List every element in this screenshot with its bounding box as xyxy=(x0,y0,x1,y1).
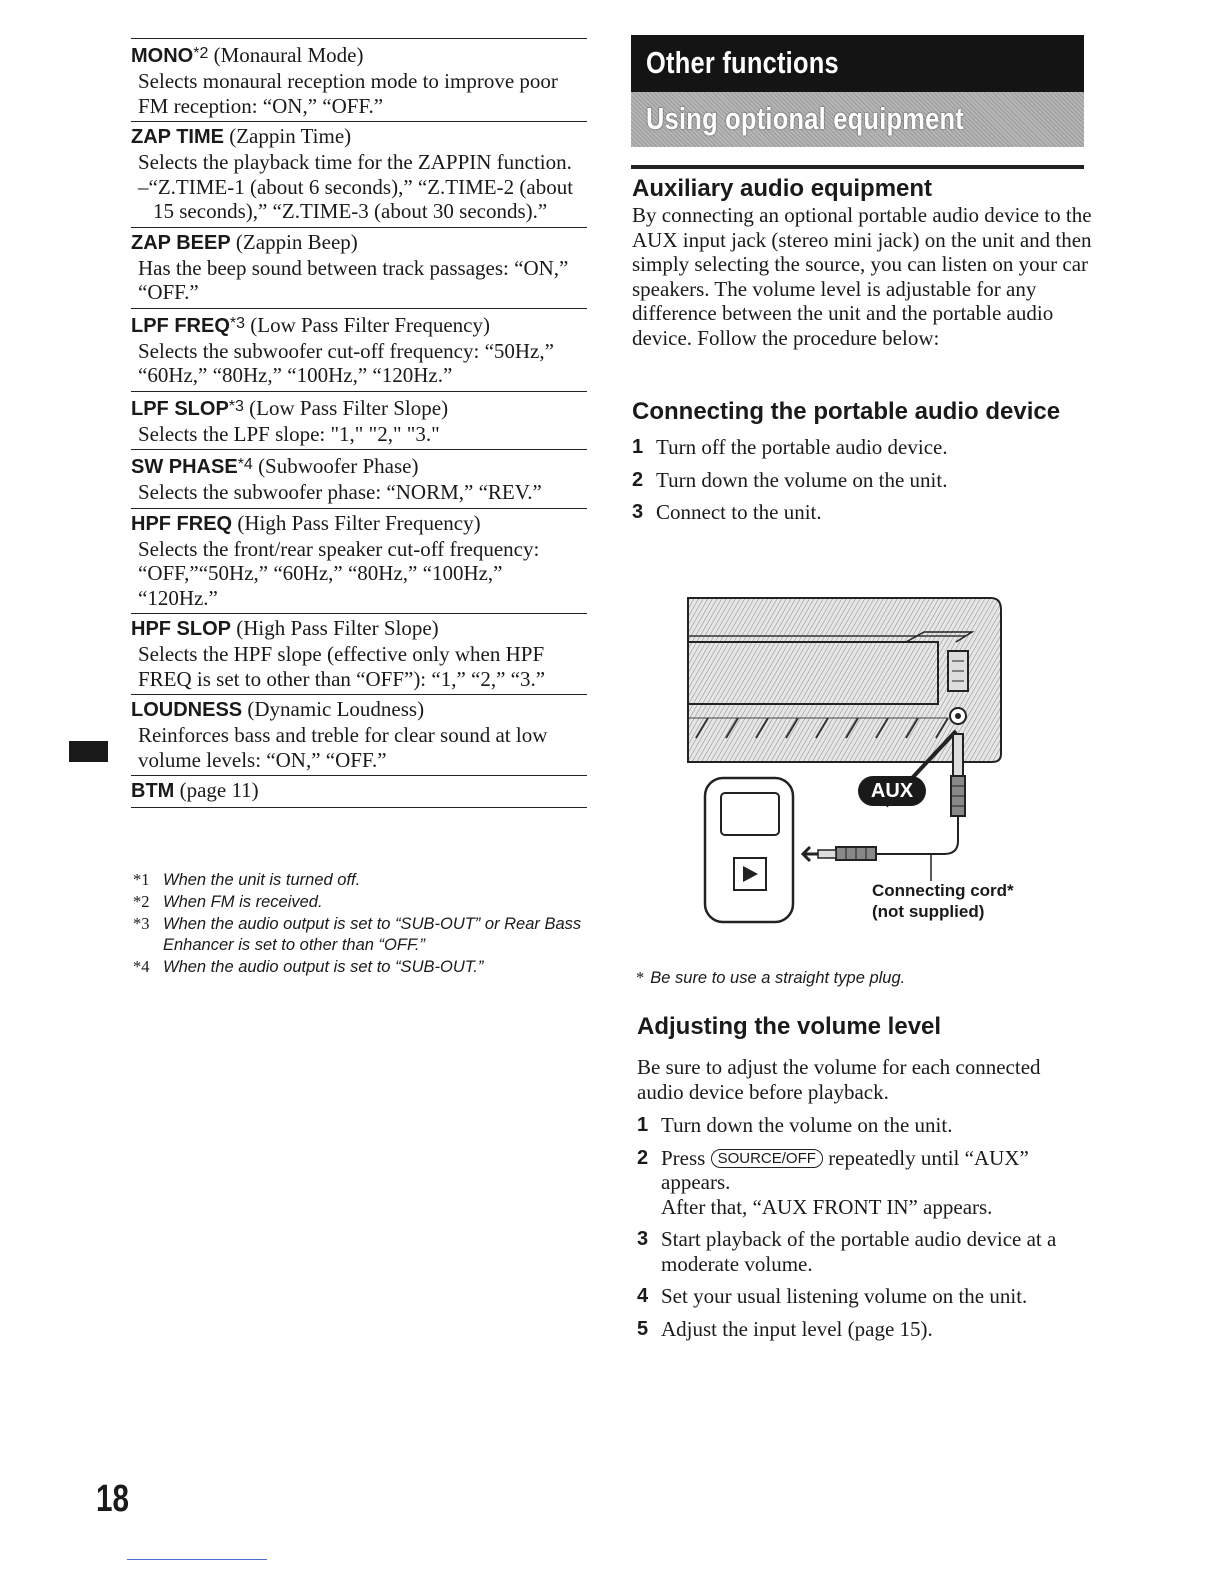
setting-description: Selects monaural reception mode to improve poor FM reception: “ON,” “OFF.” xyxy=(138,69,558,118)
setting-entry xyxy=(131,613,587,694)
list-item: 3 Connect to the unit. xyxy=(632,500,822,524)
setting-term: ZAP BEEP xyxy=(131,231,231,254)
page-number: 18 xyxy=(96,1478,129,1520)
setting-full-name: (Zappin Beep) xyxy=(235,229,358,254)
list-item: 5 Adjust the input level (page 15). xyxy=(637,1316,933,1341)
section-banner xyxy=(631,35,1084,92)
setting-description: Selects the subwoofer cut-off frequency: “50Hz,” “60Hz,” “80Hz,” “100Hz,” “120Hz.” xyxy=(138,338,554,387)
section-title: Other functions xyxy=(646,45,839,80)
setting-term: LPF FREQ xyxy=(131,314,230,337)
setting-description: Selects the subwoofer phase: “NORM,” “REV.” xyxy=(138,480,542,504)
list-item: 1 Turn off the portable audio device. xyxy=(632,435,948,459)
setting-description: Has the beep sound between track passages: “ON,” “OFF.” xyxy=(138,255,569,304)
setting-entry xyxy=(131,227,587,308)
setting-heading xyxy=(131,697,587,723)
setting-term: SW PHASE xyxy=(131,456,238,478)
setting-full-name: (Low Pass Filter Slope) xyxy=(249,395,449,420)
setting-entry xyxy=(131,449,587,508)
setting-heading xyxy=(131,778,587,804)
footnote-ref: *3 xyxy=(228,397,244,415)
setting-description: Selects the HPF slope (effective only when HPF FREQ is set to other than “OFF”): “1,” “2,” “3.” xyxy=(138,642,546,691)
setting-full-name: (page 11) xyxy=(179,778,259,802)
setting-heading xyxy=(131,41,587,69)
setting-description: Selects the playback time for the ZAPPIN function. –“Z.TIME-1 (about 6 seconds),” “Z.TIME-2 (about 15 seconds),” “Z.TIME-3 (about 30 seconds).” xyxy=(131,150,587,224)
portable-audio-device xyxy=(705,778,793,922)
setting-term: BTM xyxy=(131,780,175,802)
aux-heading: Auxiliary audio equipment xyxy=(632,175,933,202)
setting-full-name: (Zappin Time) xyxy=(229,124,352,148)
setting-entry xyxy=(131,775,587,807)
list-item: 2 Press SOURCE/OFF repeatedly until “AUX” appears. After that, “AUX FRONT IN” appears. xyxy=(637,1145,1029,1219)
cord-label: Connecting cord* (not supplied) xyxy=(872,881,1014,921)
setting-entry xyxy=(131,308,587,391)
setting-full-name: (Dynamic Loudness) xyxy=(247,697,425,721)
setting-entry xyxy=(131,38,587,121)
setting-heading xyxy=(131,124,587,150)
setting-options: –“Z.TIME-1 (about 6 seconds),” “Z.TIME-2 (about 15 seconds),” “Z.TIME-3 (about 30 seconds).” xyxy=(138,174,574,223)
volume-section xyxy=(637,1013,1092,1349)
source-off-key: SOURCE/OFF xyxy=(711,1149,823,1168)
setting-full-name: (Monaural Mode) xyxy=(213,43,364,67)
setting-term: HPF SLOP xyxy=(131,618,232,640)
subsection-title: Using optional equipment xyxy=(646,101,965,136)
setting-description: Reinforces bass and treble for clear sound at low volume levels: “ON,” “OFF.” xyxy=(138,723,548,772)
setting-entry xyxy=(131,694,587,775)
settings-list xyxy=(131,38,587,808)
setting-full-name: (Subwoofer Phase) xyxy=(258,454,419,478)
footnote: *1 When the unit is turned off. xyxy=(133,870,361,889)
aux-body: By connecting an optional portable audio device to the AUX input jack (stereo mini jack) on the unit and then simply selecting the source, you can listen on your car speakers. The volume level is adjustable for any difference between the unit and the portable audio device. Follow the procedure below: xyxy=(632,203,1092,350)
device-plug xyxy=(803,847,876,861)
section-tab-marker xyxy=(69,741,108,762)
setting-heading xyxy=(131,311,587,339)
setting-term: LPF SLOP xyxy=(131,397,229,420)
list-item: 2 Turn down the volume on the unit. xyxy=(632,467,948,492)
connection-diagram xyxy=(686,596,1046,926)
footnote: *3 When the audio output is set to “SUB-OUT” or Rear Bass Enhancer is set to other than “OFF.” xyxy=(133,914,582,954)
plug-footnote: * Be sure to use a straight type plug. xyxy=(636,968,906,987)
setting-heading xyxy=(131,616,587,642)
connect-heading: Connecting the portable audio device xyxy=(632,398,1061,425)
setting-entry xyxy=(131,508,587,614)
aux-label-badge xyxy=(858,776,926,806)
setting-heading xyxy=(131,230,587,256)
setting-term: ZAP TIME xyxy=(131,126,224,148)
list-item: 3 Start playback of the portable audio device at a moderate volume. xyxy=(637,1227,1057,1276)
aux-section xyxy=(632,175,1092,350)
footnote-ref: *2 xyxy=(193,45,209,62)
setting-full-name: (High Pass Filter Slope) xyxy=(236,616,439,640)
setting-description: Selects the LPF slope: "1," "2," "3." xyxy=(138,421,440,446)
setting-full-name: (High Pass Filter Frequency) xyxy=(237,510,481,535)
volume-body: Be sure to adjust the volume for each connected audio device before playback. xyxy=(637,1055,1041,1104)
bottom-rule xyxy=(127,1559,267,1560)
connect-section xyxy=(632,398,1087,533)
aux-label-text: AUX xyxy=(870,780,914,802)
setting-heading xyxy=(131,394,587,422)
list-item: 4 Set your usual listening volume on the unit. xyxy=(637,1284,1028,1308)
divider xyxy=(131,807,587,808)
setting-full-name: (Low Pass Filter Frequency) xyxy=(250,312,490,337)
setting-term: LOUDNESS xyxy=(131,699,243,721)
connect-steps xyxy=(632,435,1087,525)
volume-steps xyxy=(637,1113,1092,1341)
setting-heading xyxy=(131,511,587,537)
footnote: *4 When the audio output is set to “SUB-OUT.” xyxy=(133,957,484,976)
footnote: *2 When FM is received. xyxy=(133,892,323,911)
divider xyxy=(631,165,1084,169)
volume-heading: Adjusting the volume level xyxy=(637,1013,942,1040)
footnote-ref: *3 xyxy=(229,314,246,332)
list-item: 1 Turn down the volume on the unit. xyxy=(637,1113,953,1137)
subsection-banner xyxy=(631,92,1084,147)
footnote-ref: *4 xyxy=(237,456,253,473)
setting-description: Selects the front/rear speaker cut-off frequency: “OFF,”“50Hz,” “60Hz,” “80Hz,” “100Hz,” “120Hz.” xyxy=(138,536,540,610)
setting-entry xyxy=(131,121,587,227)
setting-entry xyxy=(131,391,587,450)
setting-term: HPF FREQ xyxy=(131,512,233,535)
setting-heading xyxy=(131,452,587,480)
footnotes xyxy=(133,869,593,978)
setting-term: MONO xyxy=(131,45,194,67)
